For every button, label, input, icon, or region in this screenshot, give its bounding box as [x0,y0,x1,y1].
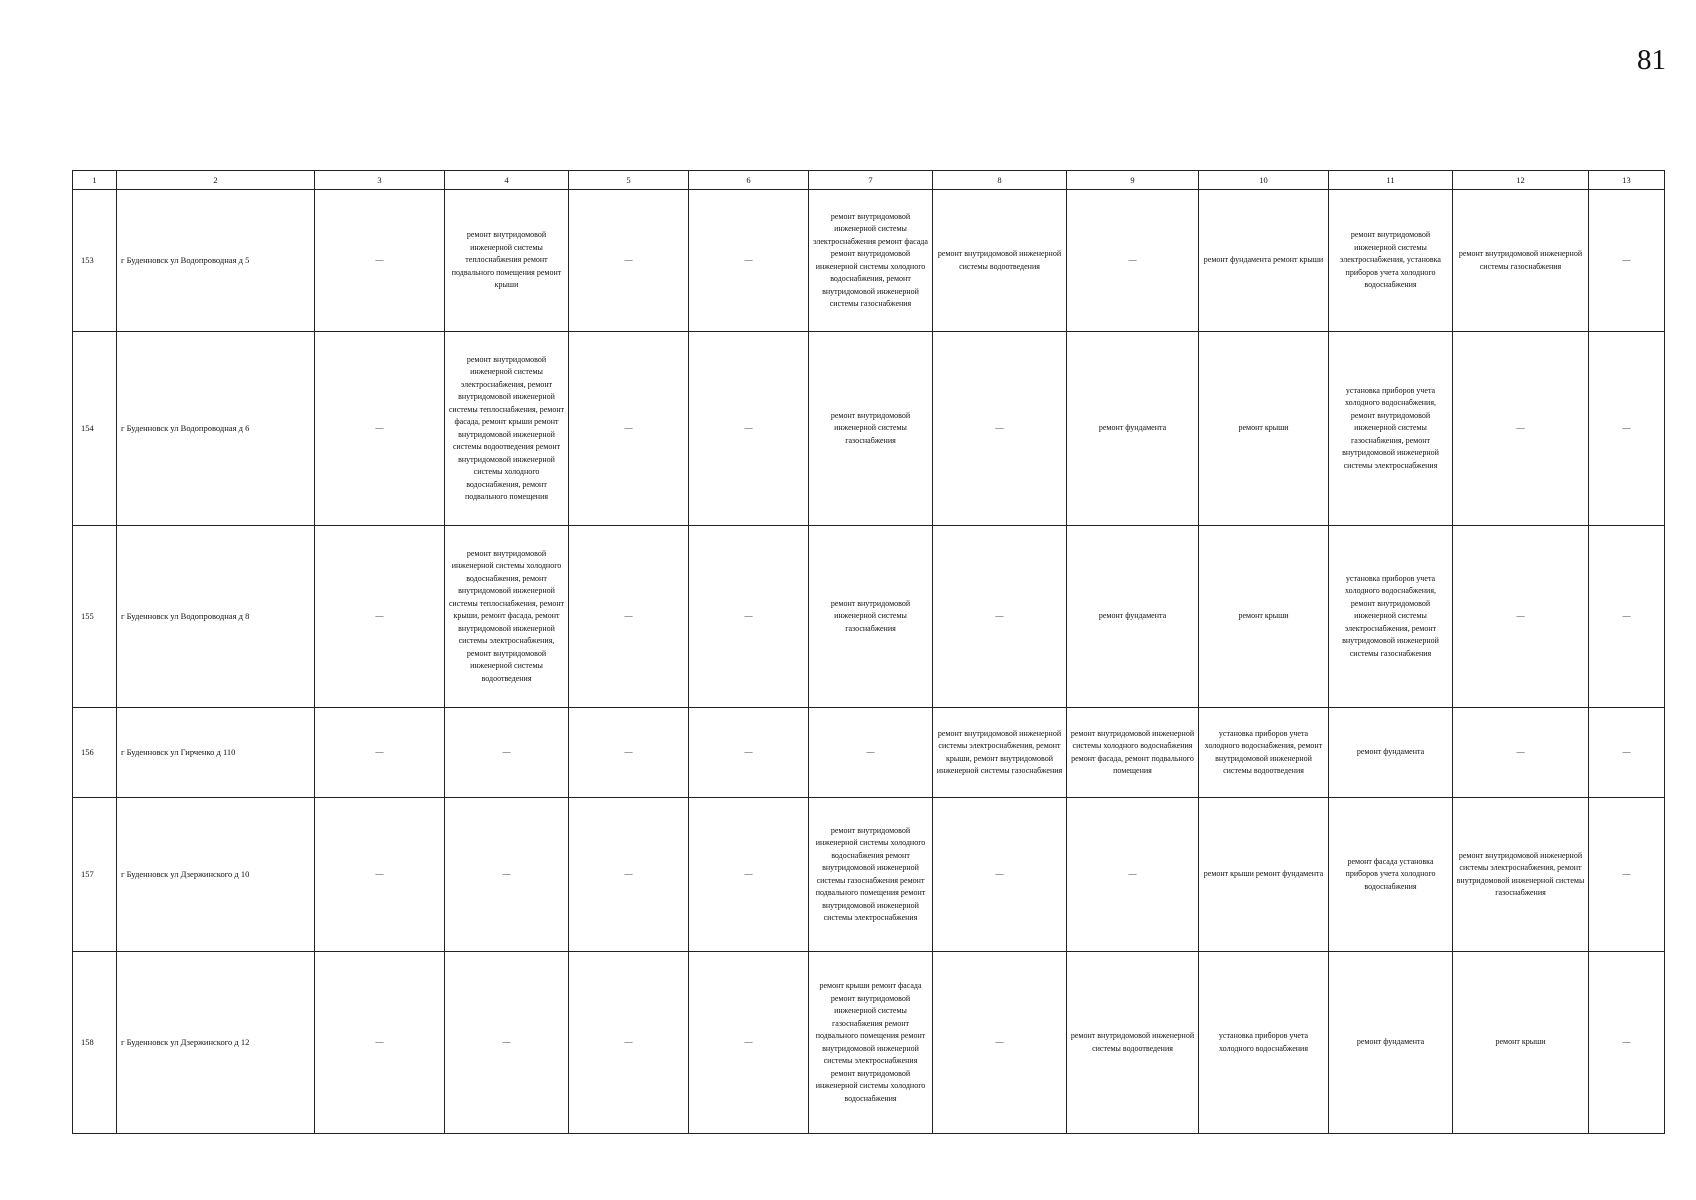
row-number-cell: 154 [73,332,117,526]
table-cell: — [1589,798,1665,952]
column-number-3: 3 [315,171,445,190]
table-cell: — [933,526,1067,708]
table-cell: ремонт крыши [1199,332,1329,526]
table-cell: — [1589,190,1665,332]
table-cell: ремонт внутридомовой инженерной системы электроснабжения, ремонт внутридомовой инженерной системы газоснабжения [1453,798,1589,952]
column-number-8: 8 [933,171,1067,190]
row-number-cell: 155 [73,526,117,708]
table-cell: ремонт внутридомовой инженерной системы электроснабжения, ремонт крыши, ремонт внутридомовой инженерной системы газоснабжения [933,708,1067,798]
table-cell: — [1453,526,1589,708]
table-cell: — [689,952,809,1134]
table-cell: ремонт внутридомовой инженерной системы электроснабжения, ремонт внутридомовой инженерной системы теплоснабжения, ремонт фасада, ремонт крыши ремонт внутридомовой инженерной системы водоотведения ремонт внутридомовой инженерной системы холодного водоснабжения, ремонт подвального помещения [445,332,569,526]
table-cell: ремонт внутридомовой инженерной системы теплоснабжения ремонт подвального помещения ремонт крыши [445,190,569,332]
table-cell: — [569,798,689,952]
table-cell: — [1453,332,1589,526]
column-number-11: 11 [1329,171,1453,190]
table-cell: установка приборов учета холодного водоснабжения [1199,952,1329,1134]
table-cell: — [445,798,569,952]
column-number-13: 13 [1589,171,1665,190]
table-cell: — [689,798,809,952]
table-cell: ремонт крыши [1453,952,1589,1134]
address-cell: г Буденновск ул Водопроводная д 8 [117,526,315,708]
table-cell: установка приборов учета холодного водоснабжения, ремонт внутридомовой инженерной системы водоотведения [1199,708,1329,798]
address-cell: г Буденновск ул Дзержинского д 12 [117,952,315,1134]
table-cell: ремонт фундамента [1329,952,1453,1134]
table-cell: ремонт внутридомовой инженерной системы холодного водоснабжения ремонт внутридомовой инженерной системы газоснабжения ремонт подвального помещения ремонт внутридомовой инженерной системы электроснабжения [809,798,933,952]
table-cell: — [1067,190,1199,332]
table-cell: ремонт внутридомовой инженерной системы газоснабжения [1453,190,1589,332]
address-cell: г Буденновск ул Водопроводная д 5 [117,190,315,332]
table-cell: — [1589,332,1665,526]
table-cell: — [569,526,689,708]
table-cell: ремонт крыши ремонт фасада ремонт внутридомовой инженерной системы газоснабжения ремонт подвального помещения ремонт внутридомовой инженерной системы электроснабжения ремонт внутридомовой инженерной системы холодного водоснабжения [809,952,933,1134]
table-cell: — [315,332,445,526]
address-cell: г Буденновск ул Водопроводная д 6 [117,332,315,526]
table-cell: — [1589,952,1665,1134]
table-cell: ремонт внутридомовой инженерной системы холодного водоснабжения, ремонт внутридомовой инженерной системы теплоснабжения, ремонт крыши, ремонт фасада, ремонт внутридомовой инженерной системы электроснабжения, ремонт внутридомовой инженерной системы водоотведения [445,526,569,708]
column-number-9: 9 [1067,171,1199,190]
row-number-cell: 158 [73,952,117,1134]
table-cell: — [1589,526,1665,708]
table-cell: — [933,332,1067,526]
table-cell: ремонт крыши ремонт фундамента [1199,798,1329,952]
table-cell: ремонт фундамента [1067,526,1199,708]
table-cell: — [1589,708,1665,798]
column-number-2: 2 [117,171,315,190]
table-cell: — [569,952,689,1134]
table-cell: ремонт внутридомовой инженерной системы газоснабжения [809,526,933,708]
table-cell: ремонт фундамента [1067,332,1199,526]
table-cell: — [689,190,809,332]
column-number-10: 10 [1199,171,1329,190]
table-cell: — [933,798,1067,952]
table-cell: ремонт внутридомовой инженерной системы газоснабжения [809,332,933,526]
column-number-12: 12 [1453,171,1589,190]
table-cell: установка приборов учета холодного водоснабжения, ремонт внутридомовой инженерной системы электроснабжения, ремонт внутридомовой инженерной системы газоснабжения [1329,526,1453,708]
table-cell: — [1453,708,1589,798]
table-cell: — [569,708,689,798]
table-cell: — [569,332,689,526]
table-cell: ремонт внутридомовой инженерной системы электроснабжения, установка приборов учета холодного водоснабжения [1329,190,1453,332]
column-number-1: 1 [73,171,117,190]
table-cell: ремонт внутридомовой инженерной системы электроснабжения ремонт фасада ремонт внутридомовой инженерной системы холодного водоснабжения, ремонт внутридомовой инженерной системы газоснабжения [809,190,933,332]
table-cell: — [809,708,933,798]
row-number-cell: 156 [73,708,117,798]
table-cell: ремонт фасада установка приборов учета холодного водоснабжения [1329,798,1453,952]
table-cell: ремонт крыши [1199,526,1329,708]
column-number-4: 4 [445,171,569,190]
row-number-cell: 157 [73,798,117,952]
table-cell: — [933,952,1067,1134]
table-cell: — [315,526,445,708]
address-cell: г Буденновск ул Дзержинского д 10 [117,798,315,952]
table-cell: — [689,708,809,798]
table-cell: — [445,708,569,798]
table-cell: ремонт фундамента ремонт крыши [1199,190,1329,332]
table-cell: — [315,190,445,332]
table-cell: — [315,798,445,952]
table-cell: ремонт фундамента [1329,708,1453,798]
table-cell: — [689,332,809,526]
table-cell: — [445,952,569,1134]
row-number-cell: 153 [73,190,117,332]
page-number: 81 [1637,44,1666,76]
table-cell: установка приборов учета холодного водоснабжения, ремонт внутридомовой инженерной системы газоснабжения, ремонт внутридомовой инженерной системы электроснабжения [1329,332,1453,526]
table-cell: ремонт внутридомовой инженерной системы водоотведения [933,190,1067,332]
column-number-7: 7 [809,171,933,190]
table-cell: — [315,708,445,798]
table-row [73,708,1665,798]
table-row [73,332,1665,526]
table-row [73,190,1665,332]
table-cell: — [689,526,809,708]
capital-repair-table [72,170,1665,1134]
address-cell: г Буденновск ул Гирченко д 110 [117,708,315,798]
table-row [73,952,1665,1134]
table-cell: ремонт внутридомовой инженерной системы водоотведения [1067,952,1199,1134]
column-number-6: 6 [689,171,809,190]
column-number-5: 5 [569,171,689,190]
table-row [73,798,1665,952]
column-number-row [73,171,1665,190]
table-cell: — [315,952,445,1134]
table-cell: — [1067,798,1199,952]
table-cell: — [569,190,689,332]
table-cell: ремонт внутридомовой инженерной системы холодного водоснабжения ремонт фасада, ремонт подвального помещения [1067,708,1199,798]
table-row [73,526,1665,708]
